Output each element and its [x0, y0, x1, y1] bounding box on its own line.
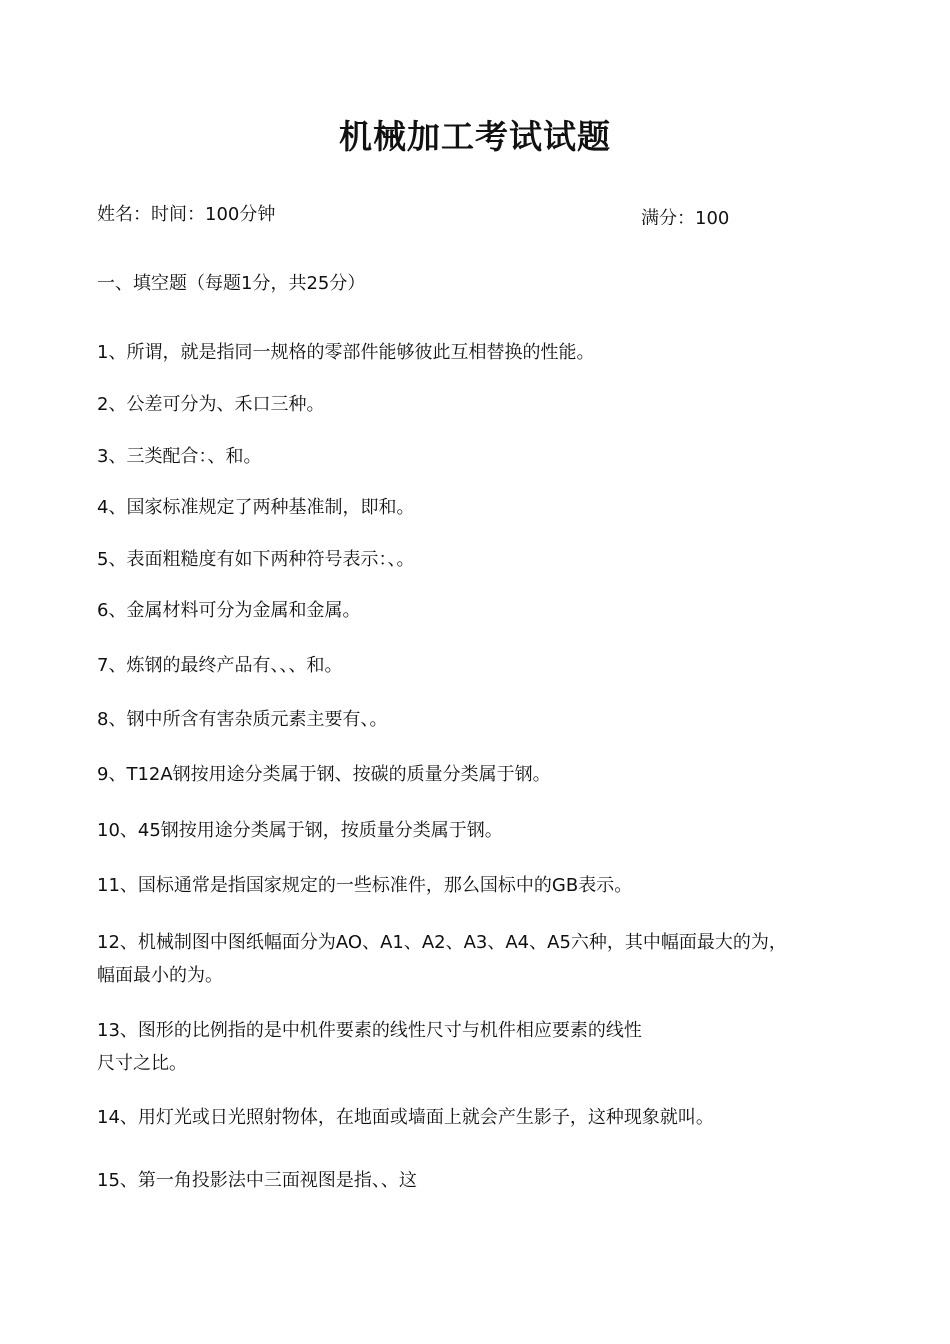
question-item	[97, 1101, 837, 1134]
question-line: 3、三类配合：、和。	[97, 446, 262, 467]
question-line: 6、金属材料可分为金属和金属。	[97, 600, 361, 621]
question-line: 13、图形的比例指的是中机件要素的线性尺寸与机件相应要素的线性	[97, 1020, 642, 1041]
question-item	[97, 543, 837, 576]
question-line: 1、所谓，就是指同一规格的零部件能够彼此互相替换的性能。	[97, 342, 595, 363]
question-item	[97, 388, 837, 421]
question-line: 14、用灯光或日光照射物体，在地面或墙面上就会产生影子，这种现象就叫。	[97, 1107, 714, 1128]
question-item	[97, 703, 837, 736]
question-line: 11、国标通常是指国家规定的一些标准件，那么国标中的GB表示。	[97, 875, 633, 896]
question-item	[97, 758, 837, 791]
question-line: 7、炼钢的最终产品有、、、和。	[97, 655, 343, 676]
question-line: 9、T12A钢按用途分类属于钢、按碳的质量分类属于钢。	[97, 764, 551, 785]
exam-info-name-time: 姓名：时间：100分钟	[97, 204, 276, 225]
question-line: 幅面最小的为。	[97, 965, 223, 986]
question-item	[97, 649, 837, 682]
question-item	[97, 491, 837, 524]
question-item	[97, 440, 837, 473]
question-item	[97, 869, 837, 902]
question-line: 10、45钢按用途分类属于钢，按质量分类属于钢。	[97, 820, 503, 841]
section-heading: 一、填空题（每题1分，共25分）	[97, 273, 366, 294]
question-line: 5、表面粗糙度有如下两种符号表示：、。	[97, 549, 415, 570]
question-line: 4、国家标准规定了两种基准制，即和。	[97, 497, 415, 518]
question-item	[97, 594, 837, 627]
question-line: 15、第一角投影法中三面视图是指、、这	[97, 1170, 417, 1191]
question-line: 12、机械制图中图纸幅面分为AO、A1、A2、A3、A4、A5六种，其中幅面最大的为，	[97, 932, 787, 953]
exam-info-full-score: 满分：100	[641, 208, 730, 225]
question-item	[97, 814, 837, 847]
question-item	[97, 336, 837, 369]
question-item	[97, 1014, 837, 1080]
page-title: 机械加工考试试题	[339, 117, 611, 156]
question-line: 8、钢中所含有害杂质元素主要有、。	[97, 709, 388, 730]
question-item	[97, 1164, 837, 1197]
question-line: 尺寸之比。	[97, 1053, 187, 1074]
question-item	[97, 926, 837, 992]
question-line: 2、公差可分为、禾口三种。	[97, 394, 325, 415]
